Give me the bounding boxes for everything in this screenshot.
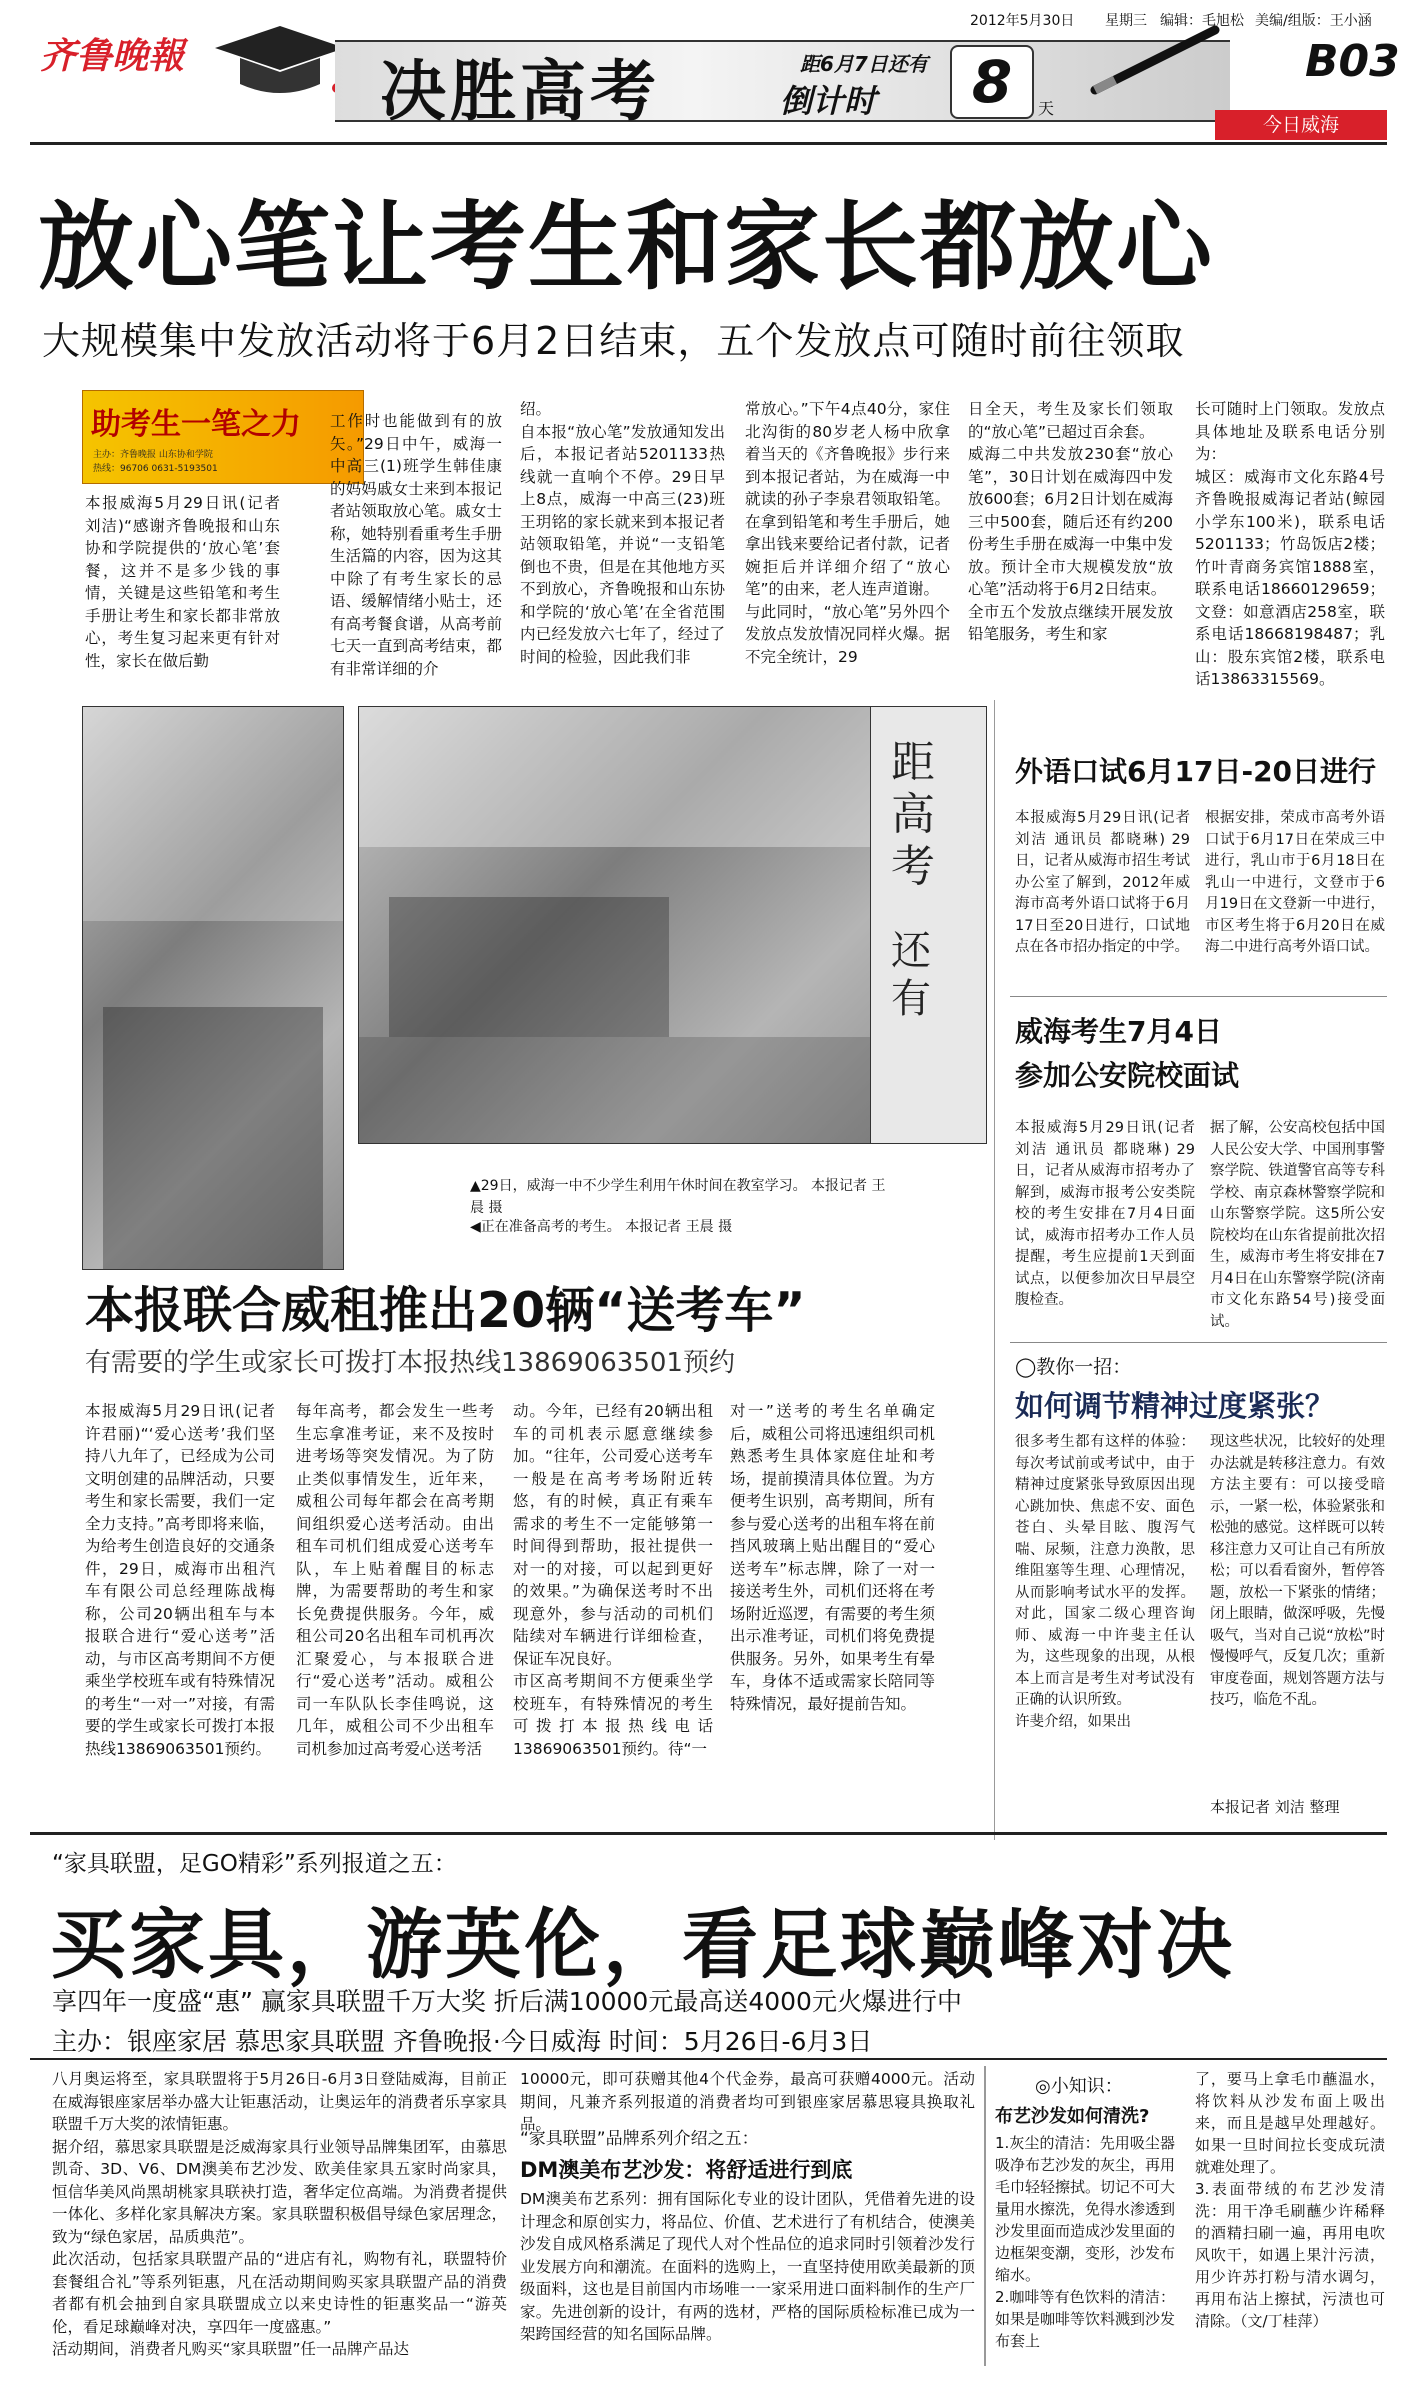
- side-h1-col1: 本报威海5月29日讯(记者 刘洁 通讯员 都晓琳) 29日，记者从威海市招生考试办公室了解到，2012年威海市高考外语口试将于6月17日至20日进行，口试地点在各市招办指定的中学。: [1015, 810, 1190, 955]
- knowledge-col-1: 1.灰尘的清洁：先用吸尘器吸净布艺沙发的灰尘，再用毛巾轻轻擦拭。切记不可大量用水擦洗，免得水渗透到沙发里面而造成沙发里面的边框架变潮，变形，沙发布缩水。 2.咖啡等有色饮料的清洁：如果是咖啡等饮料溅到沙发布套上: [995, 2134, 1176, 2350]
- side-h3: 如何调节精神过度紧张？: [1015, 1389, 1335, 1423]
- lead-col-5: 日全天，考生及家长们领取的“放心笔”已超过百余套。 威海二中共发放230套“放心笔”，30日计划在威海四中发放600套；6月2日计划在威海三中500套，随后还有约200份考生手册在威海一中集中发放。预计全市大规模发放“放心笔”活动将于6月2日结束。 全市五个发放点继续开展发放铅笔服务，考生和家: [968, 400, 1173, 643]
- car-headline: 本报联合威租推出20辆“送考车”: [85, 1282, 806, 1339]
- photo-student-with-books: [82, 706, 344, 1270]
- lead-col-3: 绍。 自本报“放心笔”发放通知发出后，本报记者站5201133热线就一直响个不停。29日早上8点，威海一中高三(23)班王玥铭的家长就来到本报记者站领取铅笔，并说“一支铅笔倒也不贵，但是在其他地方买不到放心，齐鲁晚报和山东协和学院的‘放心笔’在全省范围内已经发放六七年了，经过了时间的检验，因此我们非: [520, 400, 725, 666]
- car-subhead: 有需要的学生或家长可拨打本报热线13869063501预约: [85, 1348, 735, 1378]
- header-art-editor: 美编/组版：王小涵: [1255, 13, 1372, 29]
- countdown-prefix: 距6月7日还有: [800, 52, 928, 76]
- photo-exam-board: [870, 706, 987, 1144]
- ad-tagline: 享四年一度盛“惠” 赢家具联盟千万大奖 折后满10000元最高送4000元火爆进行中: [52, 1987, 962, 2016]
- ad-col-2: 10000元，即可获赠其他4个代金券，最高可获赠4000元。活动期间，凡兼齐系列报道的消费者均可到银座家居慕思寝具换取礼品。: [520, 2070, 975, 2133]
- countdown-label: 倒计时: [780, 82, 877, 120]
- car-col-1: 本报威海5月29日讯(记者 许君丽)“‘爱心送考’我们坚持八九年了，已经成为公司文明创建的品牌活动，只要考生和家长需要，我们一定全力支持。”高考即将来临，为给考生创造良好的交通条件，29日，威海市出租汽车有限公司总经理陈战梅称，公司20辆出租车与本报联合进行“爱心送考”活动，与市区高考期间不方便乘坐学校班车或有特殊情况的考生“一对一”对接，有需要的学生或家长可拨打本报热线13869063501预约。: [85, 1402, 275, 1758]
- ad-col2-head: DM澳美布艺沙发：将舒适进行到底: [520, 2158, 853, 2182]
- car-col-2: 每年高考，都会发生一些考生忘拿准考证，来不及按时进考场等突发情况。为了防止类似事情发生，近年来，威租公司每年都会在高考期间组织爱心送考活动。由出租车司机们组成爱心送考车队，车上贴着醒目的标志牌，为需要帮助的考生和家长免费提供服务。今年，威租公司20名出租车司机再次汇聚爱心，与本报联合进行“爱心送考”活动。威租公司一车队队长李佳鸣说，这几年，威租公司不少出租车司机参加过高考爱心送考活: [296, 1402, 494, 1758]
- knowledge-box: [984, 2066, 986, 2366]
- campaign-badge-small1: 主办：齐鲁晚报 山东协和学院: [93, 450, 213, 460]
- ad-rule-top: [30, 1832, 1387, 1835]
- photo-classroom: [358, 706, 952, 1144]
- board-text-2: 还有: [891, 928, 931, 1022]
- page-code: B03: [1305, 36, 1400, 87]
- header-date: 2012年5月30日: [970, 13, 1075, 29]
- photo-caption-2: ◀正在准备高考的考生。 本报记者 王晨 摄: [470, 1219, 733, 1235]
- campaign-badge: [82, 390, 364, 484]
- knowledge-question: 布艺沙发如何清洗?: [995, 2106, 1150, 2127]
- side-h3-col1: 很多考生都有这样的体验：每次考试前或考试中，由于精神过度紧张导致原因出现心跳加快、焦虑不安、面色苍白、头晕目眩、腹泻气喘、尿频，注意力涣散，思维阻塞等生理、心理情况，从而影响考试水平的发挥。对此，国家二级心理咨询师、威海一中许斐主任认为，这些现象的出现，从根本上而言是考生对考试没有正确的认识所致。 许斐介绍，如果出: [1015, 1434, 1195, 1730]
- side-h1-col2: 根据安排，荣成市高考外语口试于6月17日在荣成三中进行，乳山市于6月18日在乳山一中进行，文登市于6月19日在文登新一中进行，市区考生将于6月20日在威海二中进行高考外语口试。: [1205, 810, 1385, 955]
- edition-tab: 今日威海: [1215, 110, 1387, 140]
- car-col-3: 动。今年，已经有20辆出租车的司机表示愿意继续参加。“往年，公司爱心送考车一般是在高考考场附近转悠，有的时候，真正有乘车需求的考生不一定能够第一时间得到帮助，报社提供一对一的对接，可以起到更好的效果。”为确保送考时不出现意外，参与活动的司机们陆续对车辆进行详细检查，保证车况良好。 市区高考期间不方便乘坐学校班车，有特殊情况的考生可拨打本报热线电话13869063501预约。待“一: [513, 1402, 713, 1758]
- photo-caption-1: ▲29日，威海一中不少学生利用午休时间在教室学习。 本报记者 王晨 摄: [470, 1178, 886, 1216]
- ad-col2-body: DM澳美布艺系列：拥有国际化专业的设计团队，凭借着先进的设计理念和原创实力，将品位、价值、艺术进行了有机结合，使澳美沙发自成风格系满足了现代人对个性品位的追求同时引领着沙发行业发展方向和潮流。在面料的选购上，一直坚持使用欧美最新的顶级面料，这也是目前国内市场唯一一家采用进口面料制作的生产厂家。先进创新的设计，有两的选材，严格的国际质检标准已成为一架跨国经营的知名国际品牌。: [520, 2190, 975, 2343]
- side-h3-byline: 本报记者 刘洁 整理: [1210, 1798, 1340, 1816]
- side-h2a: 威海考生7月4日: [1015, 1015, 1222, 1048]
- ad-sponsors: 主办：银座家居 慕思家具联盟 齐鲁晚报·今日威海 时间：5月26日-6月3日: [52, 2027, 873, 2056]
- side-h3-col2: 现这些状况，比较好的处理办法就是转移注意力。有效方法主要有：可以接受暗示，一紧一松，体验紧张和松弛的感觉。这样既可以转移注意力又可让自己有所放松；可以看看窗外，暂停答题，放松一下紧张的情绪；闭上眼睛，做深呼吸，先慢吸气，当对自己说“放松”时慢慢呼气，反复几次；重新审度卷面，规划答题方法与技巧，临危不乱。: [1210, 1434, 1385, 1708]
- knowledge-label: ◎小知识：: [1035, 2076, 1123, 2097]
- lead-headline: 放心笔让考生和家长都放心: [38, 191, 1214, 303]
- ad-rule-mid: [30, 2058, 1387, 2060]
- car-col-4: 对一”送考的考生名单确定后，威租公司将迅速组织司机熟悉考生具体家庭住址和考场，提前摸清具体位置。为方便考生识别，高考期间，所有参与爱心送考的出租车将在前挡风玻璃上贴出醒目的“爱心送考车”标志牌，除了一对一接送考生外，司机们还将在考场附近巡逻，有需要的考生须出示准考证，司机们将免费提供服务。另外，如果考生有晕车，身体不适或需家长陪同等特殊情况，最好提前告知。: [730, 1402, 935, 1713]
- tip-label: ◯教你一招：: [1015, 1356, 1132, 1378]
- knowledge-col-2: 了，要马上拿毛巾蘸温水，将饮料从沙发布面上吸出来，而且是越早处理越好。如果一旦时间拉长变成玩渍就难处理了。 3.表面带绒的布艺沙发清洗：用干净毛刷蘸少许稀释的酒精扫刷一遍，再用电吹风吹干，如遇上果汁污渍，用少许苏打粉与清水调匀，再用布沾上擦拭，污渍也可清除。（文/丁桂萍）: [1195, 2070, 1385, 2330]
- side-h2b: 参加公安院校面试: [1015, 1059, 1240, 1092]
- header-weekday: 星期三: [1105, 13, 1147, 29]
- graduation-cap-icon: [205, 18, 355, 108]
- campaign-badge-title: 助考生一笔之力: [91, 407, 301, 442]
- lead-subhead: 大规模集中发放活动将于6月2日结束，五个发放点可随时前往领取: [42, 319, 1185, 363]
- ad-col2-series: “家具联盟”品牌系列介绍之五：: [520, 2129, 759, 2149]
- lead-col-1: 本报威海5月29日讯(记者 刘洁)“感谢齐鲁晚报和山东协和学院提供的‘放心笔’套餐，这并不是多少钱的事情，关键是这些铅笔和考生手册让考生和家长都非常放心，考生复习起来更有针对性，家长在做后勤: [85, 494, 280, 670]
- lead-col-2: 工作时也能做到有的放矢。”29日中午，威海一中高三(1)班学生韩佳康的妈妈戚女士来到本报记者站领取放心笔。戚女士称，她特别看重考生手册生活篇的内容，因为这其中除了有考生家长的忌语、缓解情绪小贴士，还有高考餐食谱，从高考前七天一直到高考结束，都有非常详细的介: [330, 412, 502, 678]
- side-h2-col1: 本报威海5月29日讯(记者 刘洁 通讯员 都晓琳) 29日，记者从威海市招考办了解到，威海市报考公安类院校的考生安排在7月4日面试，威海市招考办工作人员提醒，考生应提前1天到面试点，以便参加次日早晨空腹检查。: [1015, 1120, 1195, 1308]
- ad-headline: 买家具，游英伦，看足球巅峰对决: [50, 1900, 1235, 1989]
- side-rule-1: [1010, 996, 1387, 997]
- paper-logo: 齐鲁晚報: [40, 35, 185, 77]
- column-divider: [994, 700, 995, 1840]
- countdown-unit: 天: [1038, 99, 1055, 118]
- pen-icon: [1085, 20, 1225, 100]
- section-title: 决胜高考: [380, 53, 660, 130]
- campaign-badge-small2: 热线：96706 0631-5193501: [93, 464, 218, 474]
- header-rule: [30, 142, 1387, 145]
- lead-col-4: 常放心。”下午4点40分，家住北沟街的80岁老人杨中欣拿着当天的《齐鲁晚报》步行来到本报记者站，为在威海一中就读的孙子李泉君领取铅笔。在拿到铅笔和考生手册后，她拿出钱来要给记者付款，记者婉拒后并详细介绍了“放心笔”的由来，老人连声道谢。 与此同时，“放心笔”另外四个发放点发放情况同样火爆。据不完全统计，29: [745, 400, 950, 666]
- board-text-1: 距高考: [891, 737, 935, 892]
- lead-col-6: 长可随时上门领取。发放点具体地址及联系电话分别为： 城区：威海市文化东路4号齐鲁晚报威海记者站(鲸园小学东100米)，联系电话5201133；竹岛饭店2楼；竹叶青商务宾馆1888室，联系电话18660129659；文登：如意酒店258室，联系电话18668198487；乳山：股东宾馆2楼，联系电话13863315569。: [1195, 400, 1385, 688]
- ad-series: “家具联盟，足GO精彩”系列报道之五：: [52, 1851, 457, 1877]
- side-h2-col2: 据了解，公安高校包括中国人民公安大学、中国刑事警察学院、铁道警官高等专科学校、南京森林警察学院和山东警察学院。这5所公安院校均在山东省提前批次招生，威海市考生将安排在7月4日在山东警察学院(济南市文化东路54号)接受面试。: [1210, 1120, 1385, 1330]
- side-h1: 外语口试6月17日-20日进行: [1015, 755, 1377, 788]
- countdown-days: 8: [950, 45, 1034, 119]
- ad-col-1: 八月奥运将至，家具联盟将于5月26日-6月3日登陆威海，目前正在威海银座家居举办盛大让钜惠活动，让奥运年的消费者乐享家具联盟千万大奖的浓情钜惠。 据介绍，慕思家具联盟是泛威海家具行业领导品牌集团军，由慕思凯奇、3D、V6、DM澳美布艺沙发、欧美佳家具五家时尚家具，恒信华美风尚黑胡桃家具联袂打造，奢华定位高端。为消费者提供一体化、多样化家具解决方案。家具联盟积极倡导绿色家居理念，致为“绿色家居，品质典范”。 此次活动，包括家具联盟产品的“进店有礼，购物有礼，联盟特价套餐组合礼”等系列钜惠，凡在活动期间购买家具联盟产品的消费者都有机会抽到自家具联盟成立以来史诗性的钜惠奖品一“游英伦，看足球巅峰对决，享四年一度盛惠。” 活动期间，消费者凡购买“家具联盟”任一品牌产品达: [52, 2070, 507, 2358]
- header-editor: 编辑：毛旭松: [1160, 13, 1244, 29]
- side-rule-2: [1010, 1342, 1387, 1343]
